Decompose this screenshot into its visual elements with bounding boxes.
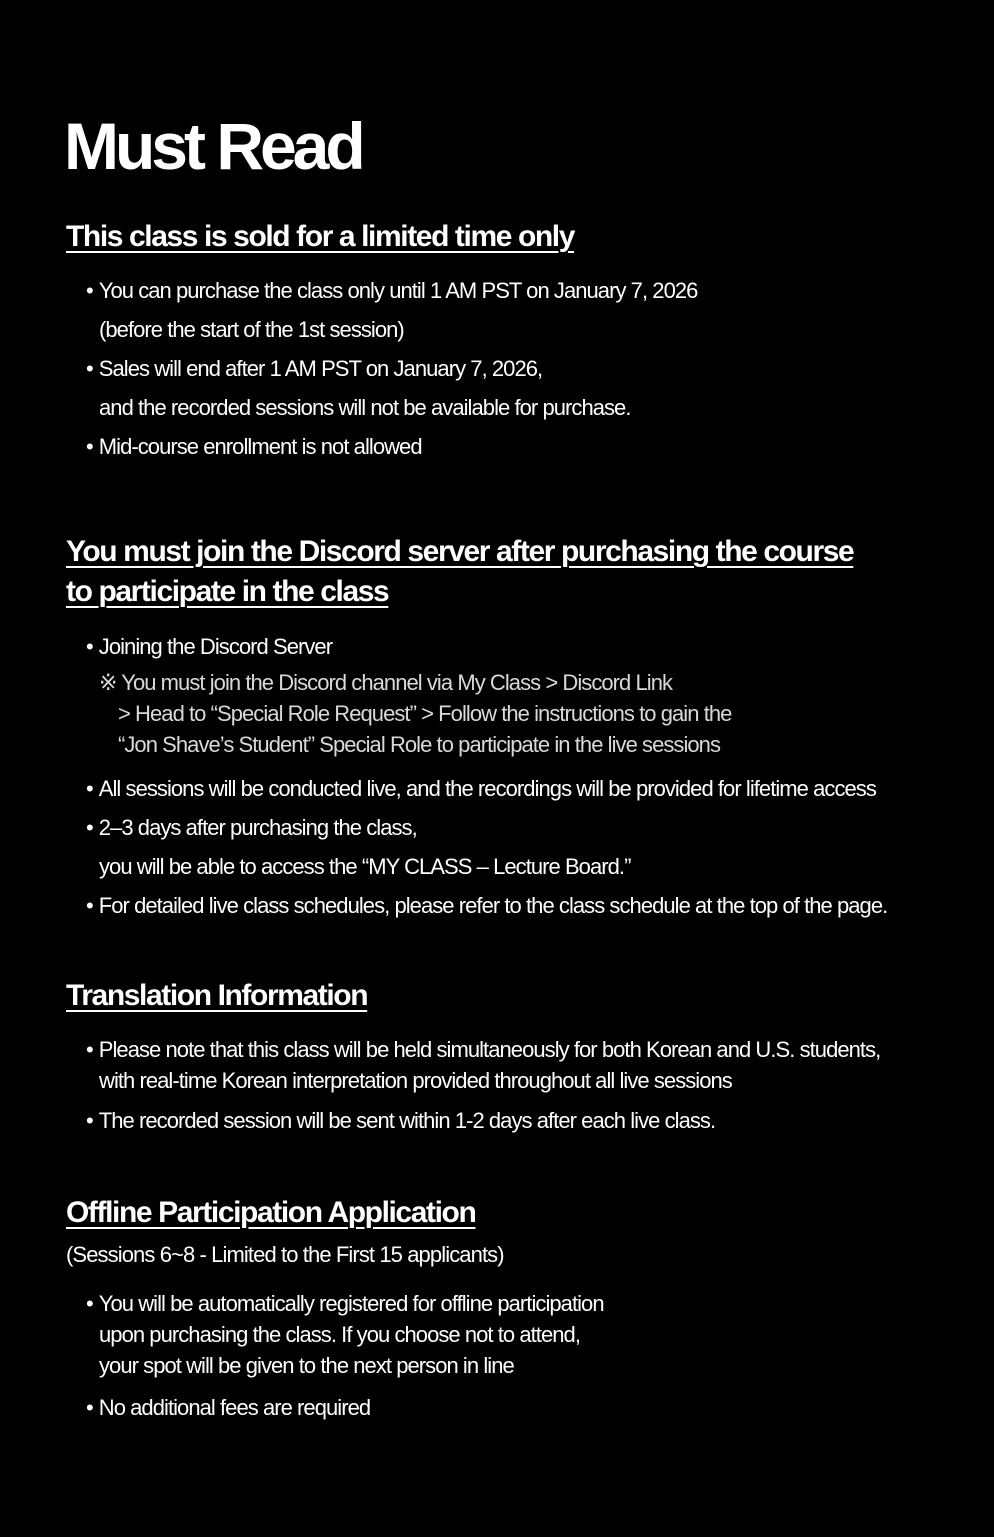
list-item: • The recorded session will be sent within 1-2 days after each live class. [86, 1108, 716, 1133]
page-title: Must Read [64, 109, 362, 183]
list-item: • You will be automatically registered for offline participation [86, 1291, 604, 1316]
discord-note-continuation: > Head to “Special Role Request” > Follow the instructions to gain the [118, 701, 732, 726]
list-item: • For detailed live class schedules, please refer to the class schedule at the top of the page. [86, 893, 888, 918]
section-heading-discord: You must join the Discord server after purchasing the course [66, 535, 854, 568]
section-heading-discord-continued: to participate in the class [66, 575, 389, 608]
list-item: • Mid-course enrollment is not allowed [86, 434, 422, 459]
list-item-continuation: you will be able to access the “MY CLASS – Lecture Board.” [99, 854, 631, 879]
list-item: • Please note that this class will be held simultaneously for both Korean and U.S. students, [86, 1037, 881, 1062]
offline-subnote: (Sessions 6~8 - Limited to the First 15 applicants) [66, 1242, 504, 1267]
list-item: • Joining the Discord Server [86, 634, 333, 659]
discord-note: ※ You must join the Discord channel via My Class > Discord Link [99, 670, 673, 695]
section-heading-limited-time: This class is sold for a limited time only [66, 220, 575, 253]
list-item: • You can purchase the class only until 1 AM PST on January 7, 2026 [86, 278, 698, 303]
list-item: • 2–3 days after purchasing the class, [86, 815, 417, 840]
list-item: • No additional fees are required [86, 1395, 371, 1420]
list-item-continuation: upon purchasing the class. If you choose not to attend, [99, 1322, 580, 1347]
list-item-continuation: your spot will be given to the next person in line [99, 1353, 514, 1378]
section-heading-offline: Offline Participation Application [66, 1196, 476, 1229]
list-item-continuation: and the recorded sessions will not be available for purchase. [99, 395, 631, 420]
list-item-continuation: (before the start of the 1st session) [99, 317, 404, 342]
discord-note-continuation: “Jon Shave’s Student” Special Role to participate in the live sessions [118, 732, 721, 757]
list-item: • Sales will end after 1 AM PST on January 7, 2026, [86, 356, 543, 381]
section-heading-translation: Translation Information [66, 979, 368, 1012]
list-item: • All sessions will be conducted live, and the recordings will be provided for lifetime access [86, 776, 876, 801]
list-item-continuation: with real-time Korean interpretation provided throughout all live sessions [99, 1068, 732, 1093]
